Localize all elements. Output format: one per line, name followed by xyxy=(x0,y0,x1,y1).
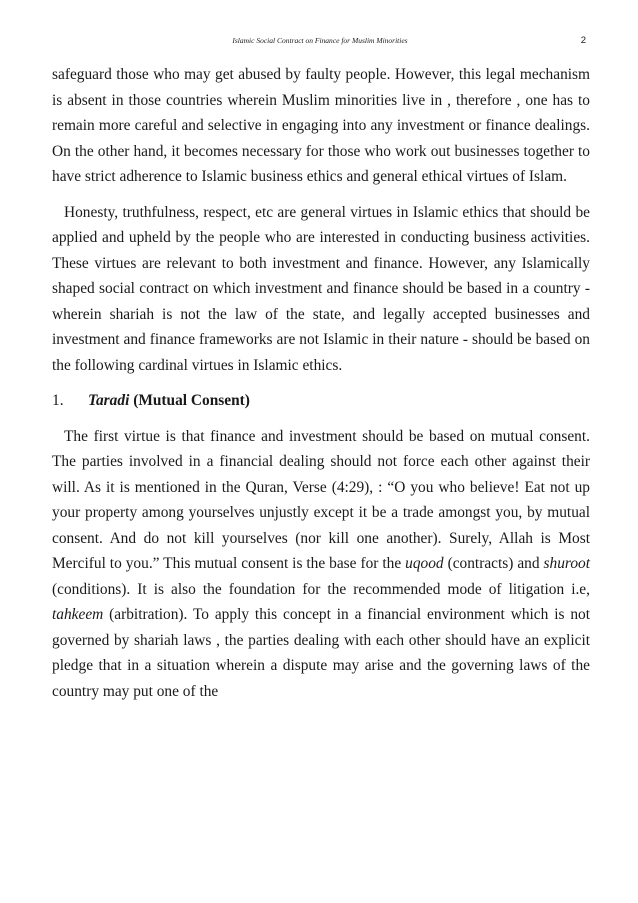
paragraph-2: Honesty, truthfulness, respect, etc are general virtues in Islamic ethics that should be applied and upheld by the people who are interested in conducting business activities. These virtues are relevant to both investment and finance. However, any Islamically shaped social contract on which investment and finance should be based in a country - wherein shariah is not the law of the state, and legally accepted businesses and investment and finance frameworks are not Islamic in their nature - should be based on the following cardinal virtues in Islamic ethics. xyxy=(52,203,590,374)
paragraph-3-part-2: (contracts) and xyxy=(443,555,544,572)
section-title: (Mutual Consent) xyxy=(133,392,250,409)
paragraph-3-part-1: The first virtue is that finance and investment should be based on mutual consent. The parties involved in a financial dealing should not force each other against their will. As it is mentioned in the Quran, Verse (4:29), : “O you who believe! Eat not up your property among yourselves unjustly except it be a trade amongst you, by mutual consent. And do not kill yourselves (nor kill one another). Surely, Allah is Most Merciful to you.” This mutual consent is the base for the xyxy=(52,427,590,572)
paragraph-3-part-3: (conditions). It is also the foundation for the recommended mode of litigation i.e, xyxy=(52,580,590,598)
section-number: 1. xyxy=(52,392,64,409)
term-shuroot: shuroot xyxy=(543,555,590,572)
paragraph-1: safeguard those who may get abused by faulty people. However, this legal mechanism is absent in those countries wherein Muslim minorities live in , therefore , one has to remain more careful and selective in engaging into any investment or finance dealings. On the other hand, it becomes necessary for those who work out businesses together to have strict adherence to Islamic business ethics and general ethical virtues of Islam. xyxy=(52,66,590,185)
running-title: Islamic Social Contract on Finance for Muslim Minorities xyxy=(232,36,408,45)
term-tahkeem: tahkeem xyxy=(52,606,104,623)
page-header xyxy=(0,36,638,50)
term-uqood: uqood xyxy=(405,555,444,572)
document-body xyxy=(52,62,590,704)
paragraph-3 xyxy=(52,424,590,705)
section-heading xyxy=(52,388,590,414)
section-term: Taradi xyxy=(88,392,130,409)
page-number: 2 xyxy=(580,35,586,46)
paragraph-3-part-4: (arbitration). To apply this concept in a financial environment which is not governed by shariah laws , the parties dealing with each other should have an explicit pledge that in a situation wherein a dispute may arise and the governing laws of the country may put one of the xyxy=(52,606,590,700)
